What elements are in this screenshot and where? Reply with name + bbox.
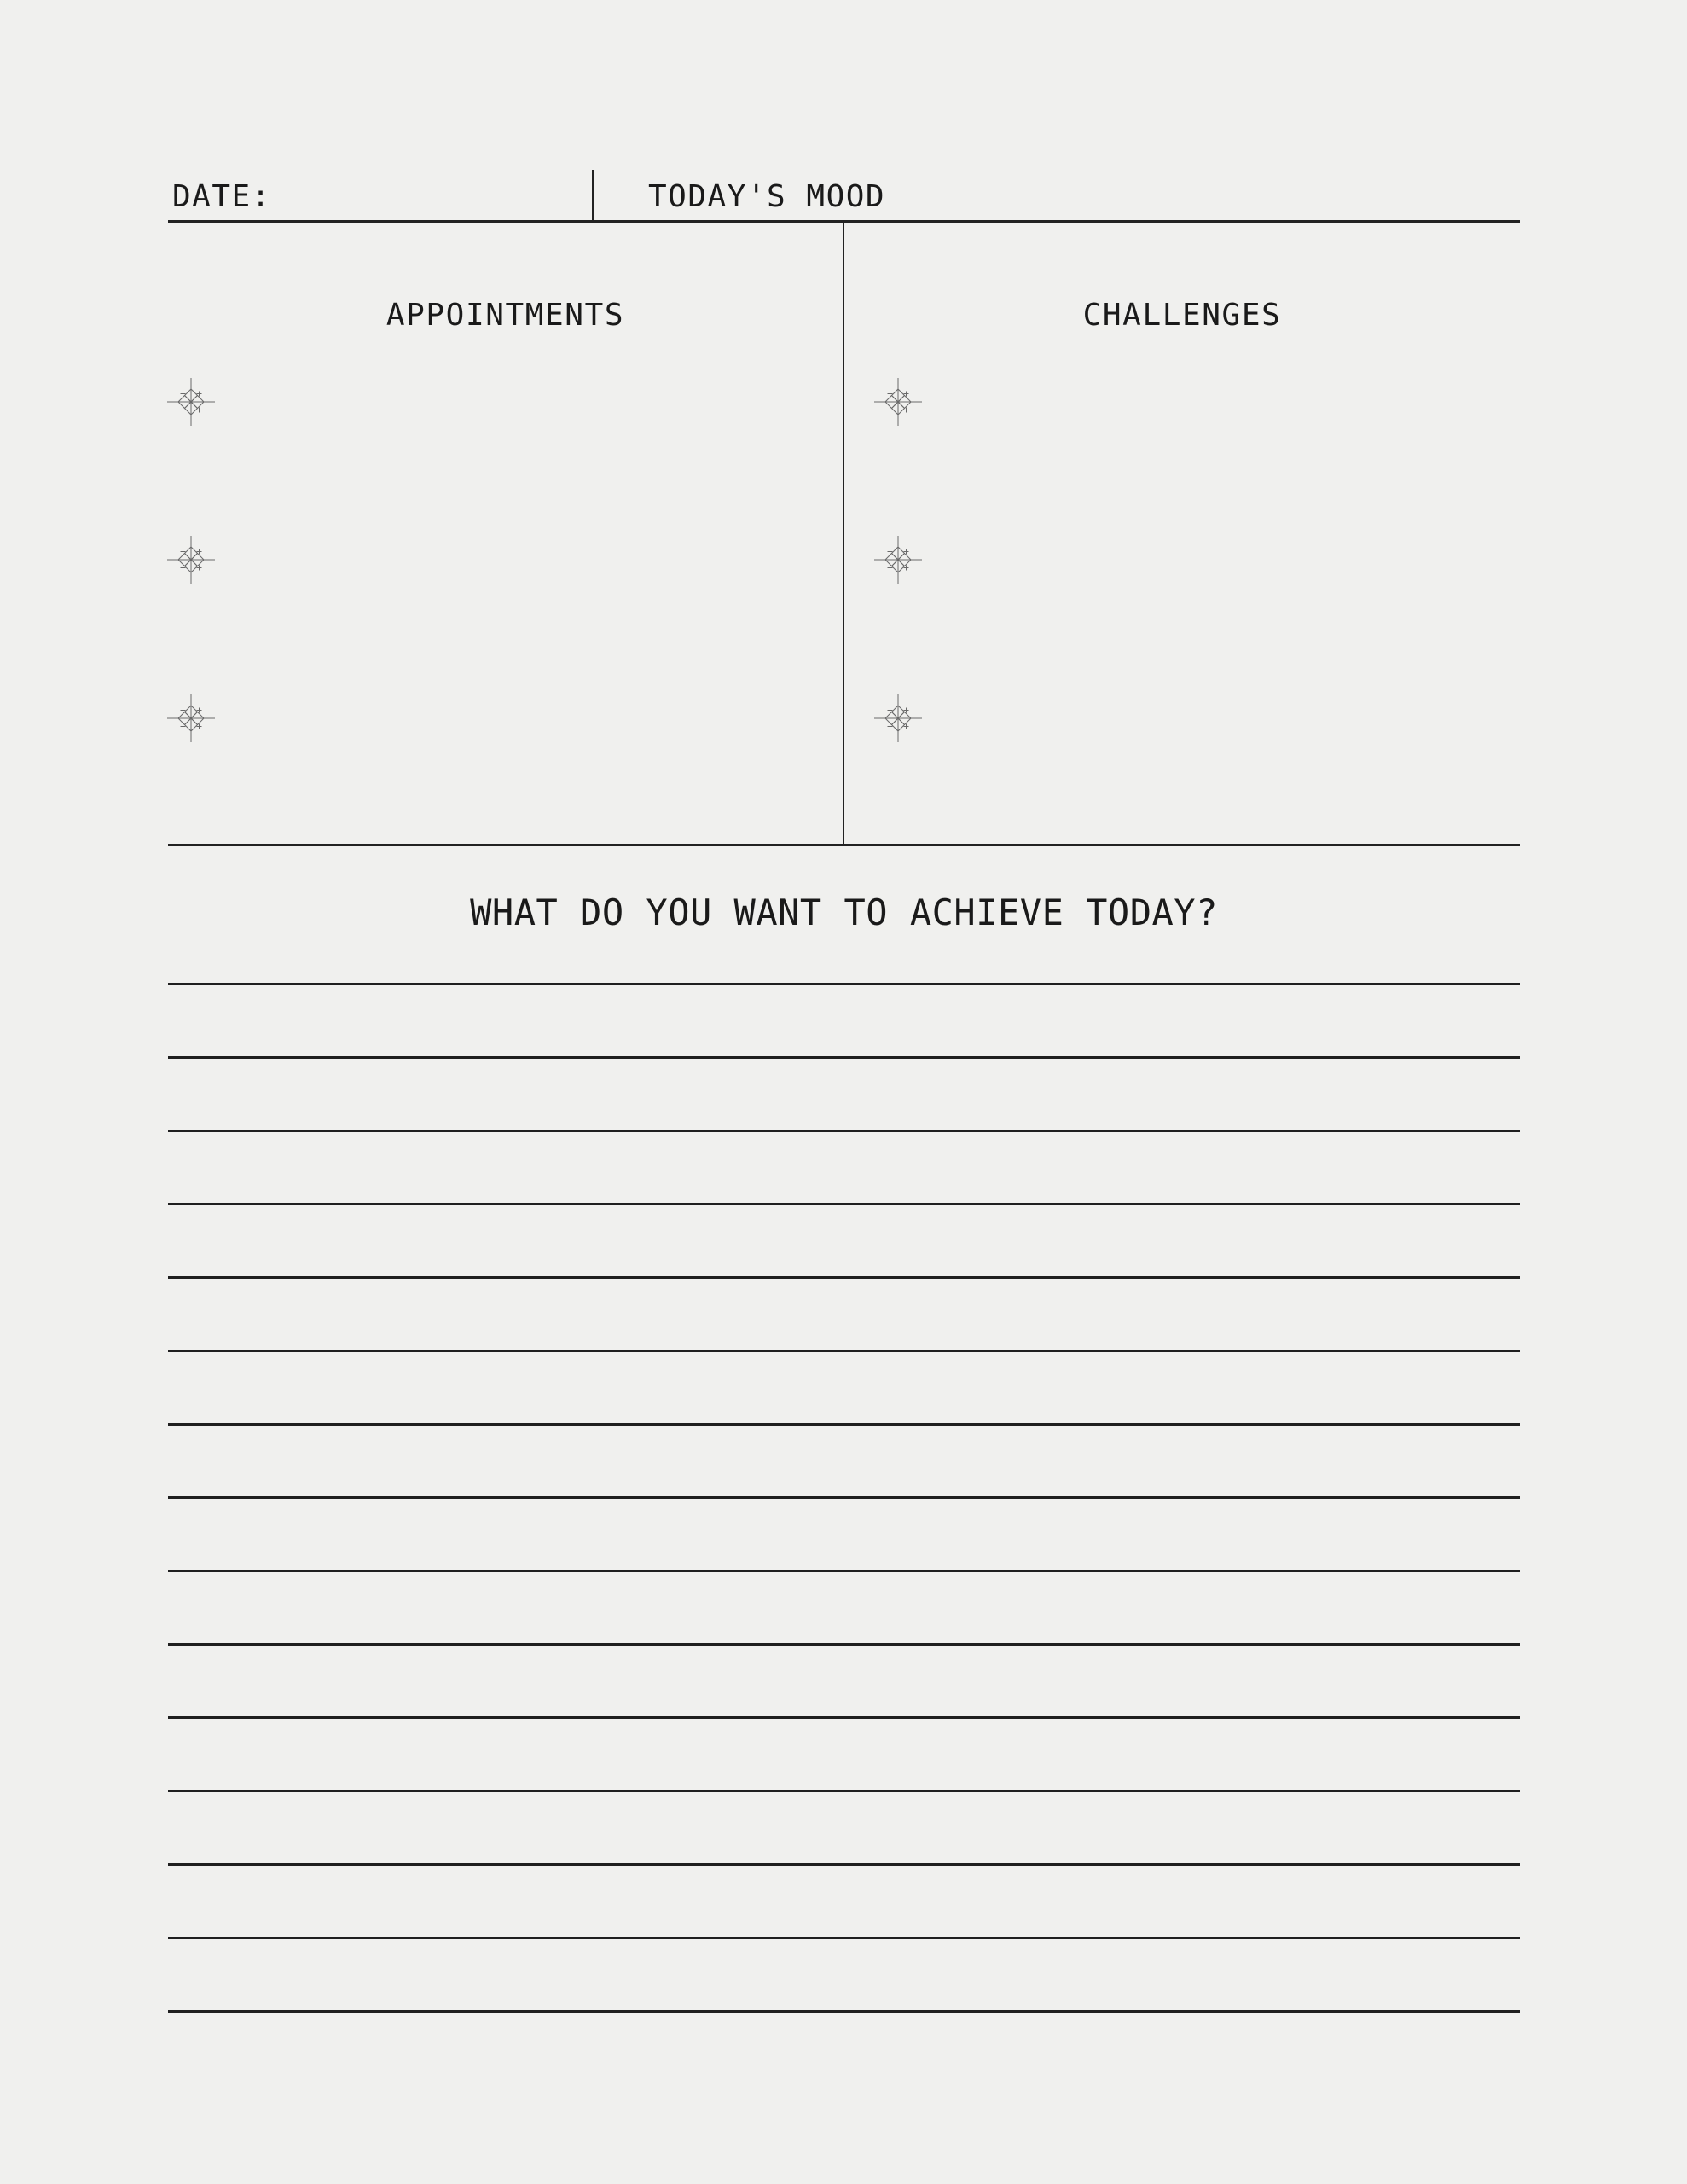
challenges-title: CHALLENGES bbox=[1082, 298, 1282, 333]
writing-line[interactable] bbox=[168, 1496, 1520, 1499]
writing-line[interactable] bbox=[168, 1570, 1520, 1572]
mood-label: TODAY'S MOOD bbox=[648, 179, 886, 214]
writing-line[interactable] bbox=[168, 1423, 1520, 1426]
writing-line[interactable] bbox=[168, 1350, 1520, 1352]
writing-line[interactable] bbox=[168, 983, 1520, 985]
achieve-heading: WHAT DO YOU WANT TO ACHIEVE TODAY? bbox=[470, 892, 1218, 933]
writing-line[interactable] bbox=[168, 1716, 1520, 1719]
writing-line[interactable] bbox=[168, 1203, 1520, 1205]
writing-line[interactable] bbox=[168, 1643, 1520, 1646]
writing-line[interactable] bbox=[168, 1130, 1520, 1132]
writing-line[interactable] bbox=[168, 1937, 1520, 1939]
date-label: DATE: bbox=[172, 179, 271, 214]
achieve-lines bbox=[168, 0, 1520, 2184]
appointments-title: APPOINTMENTS bbox=[386, 298, 625, 333]
writing-line[interactable] bbox=[168, 1056, 1520, 1059]
writing-line[interactable] bbox=[168, 1276, 1520, 1279]
writing-line[interactable] bbox=[168, 1863, 1520, 1866]
writing-line[interactable] bbox=[168, 2010, 1520, 2013]
writing-line[interactable] bbox=[168, 1790, 1520, 1792]
